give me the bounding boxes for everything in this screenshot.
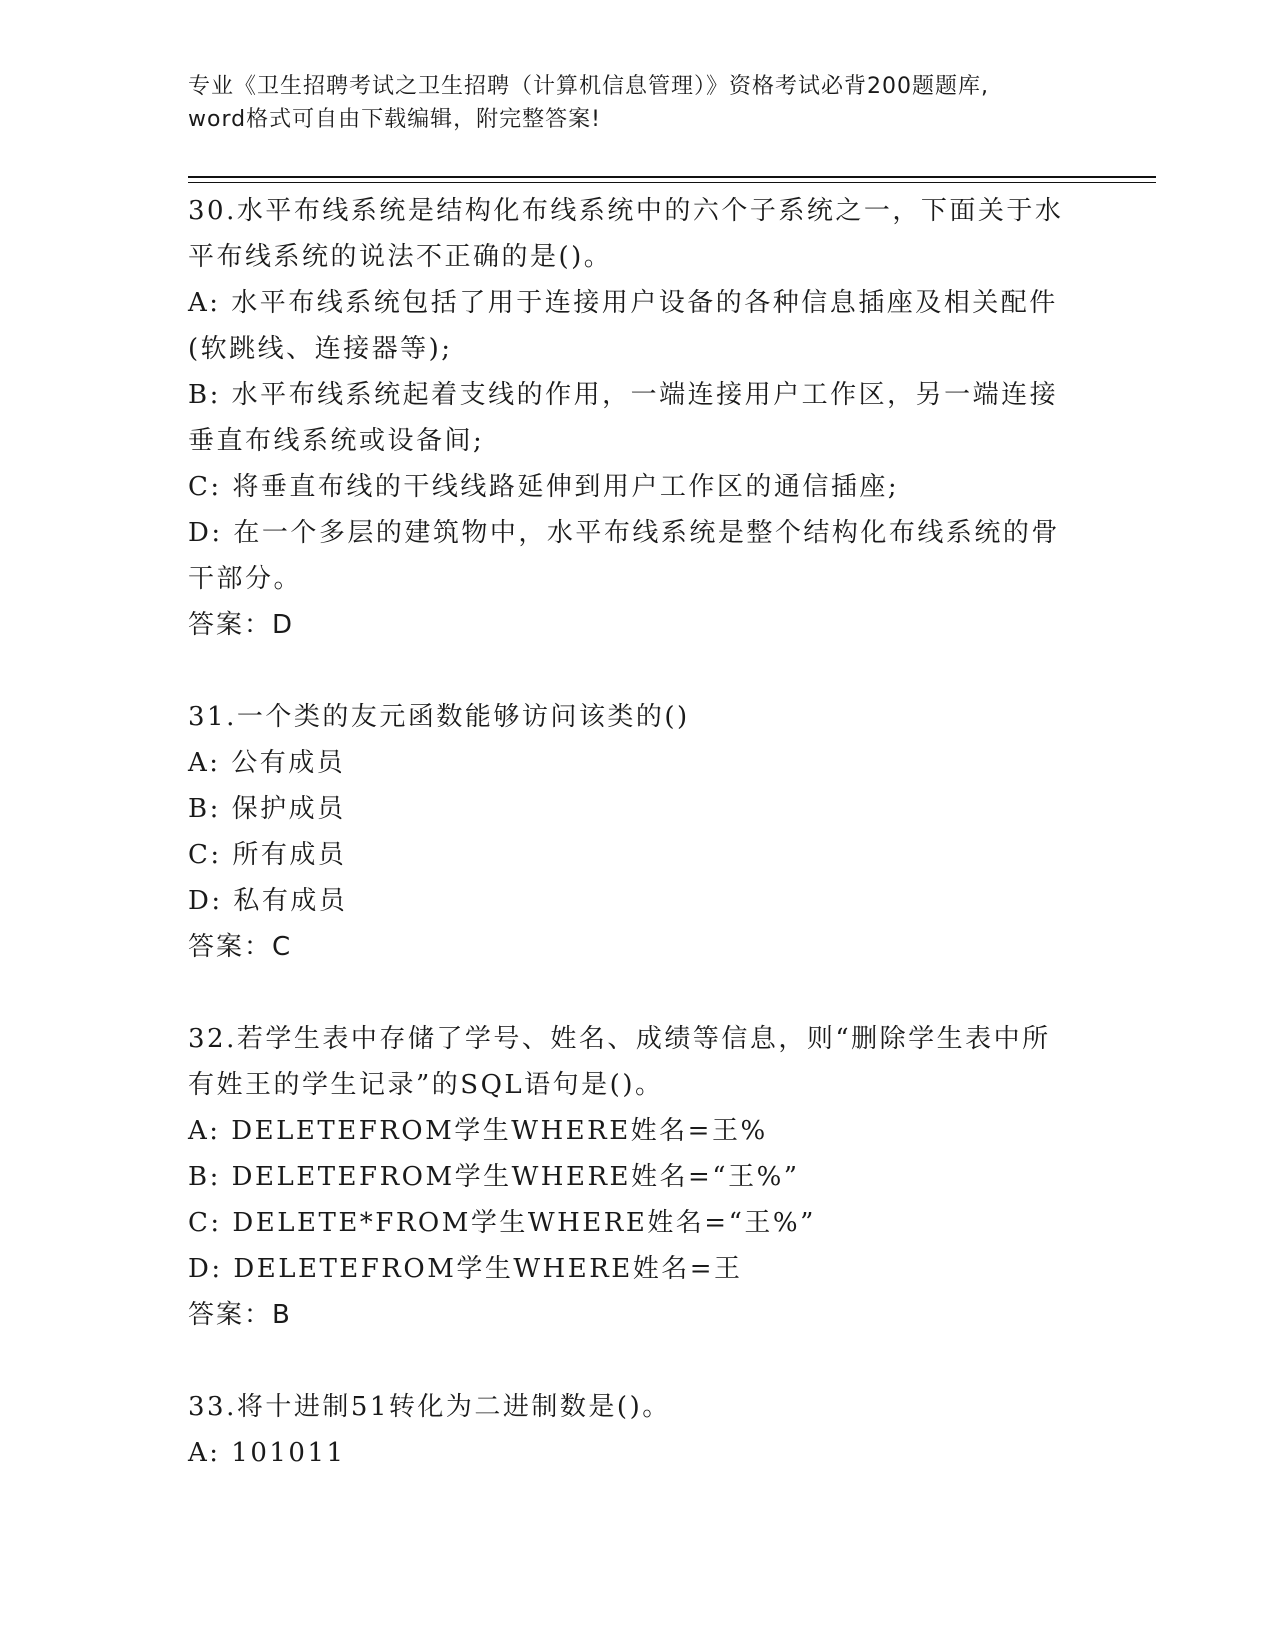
option-c-line: C: DELETE*FROM学生WHERE姓名=“王%” [188,1208,816,1238]
option-c-line: C: 所有成员 [188,840,347,870]
answer-label: 答案：C [188,932,293,962]
question-31 [188,694,1088,970]
answer-label: 答案：B [188,1300,292,1330]
spacer [188,970,1088,1016]
header-divider-thick [188,176,1156,178]
spacer [188,648,1088,694]
question-stem-line: 33.将十进制51转化为二进制数是()。 [188,1392,671,1422]
header-title-line-2: word格式可自由下载编辑，附完整答案! [188,107,601,132]
question-stem-line: 32.若学生表中存储了学号、姓名、成绩等信息，则“删除学生表中所 [188,1024,1051,1054]
question-30 [188,188,1088,648]
question-32 [188,1016,1088,1338]
document-header [188,70,1088,136]
header-title-line-1: 专业《卫生招聘考试之卫生招聘（计算机信息管理）》资格考试必背200题题库, [188,74,989,99]
option-d-line: 干部分。 [188,564,303,594]
option-d-line: D: DELETEFROM学生WHERE姓名=王 [188,1254,743,1284]
question-list [188,188,1088,1476]
question-stem-line: 30.水平布线系统是结构化布线系统中的六个子系统之一，下面关于水 [188,196,1064,226]
question-stem-line: 平布线系统的说法不正确的是()。 [188,242,613,272]
option-b-line: B: DELETEFROM学生WHERE姓名=“王%” [188,1162,800,1192]
option-c-line: C: 将垂直布线的干线线路延伸到用户工作区的通信插座; [188,472,900,502]
option-a-line: (软跳线、连接器等); [188,334,453,364]
option-b-line: B: 水平布线系统起着支线的作用，一端连接用户工作区，另一端连接 [188,380,1059,410]
question-stem-line: 有姓王的学生记录”的SQL语句是()。 [188,1070,664,1100]
question-33 [188,1384,1088,1476]
option-d-line: D: 私有成员 [188,886,348,916]
header-divider-thin [188,182,1156,183]
option-b-line: 垂直布线系统或设备间; [188,426,485,456]
answer-label: 答案：D [188,610,295,640]
question-stem-line: 31.一个类的友元函数能够访问该类的() [188,702,690,732]
option-a-line: A: 水平布线系统包括了用于连接用户设备的各种信息插座及相关配件 [188,288,1058,318]
spacer [188,1338,1088,1384]
option-a-line: A: DELETEFROM学生WHERE姓名=王% [188,1116,768,1146]
option-b-line: B: 保护成员 [188,794,346,824]
option-a-line: A: 公有成员 [188,748,346,778]
option-a-line: A: 101011 [188,1438,346,1468]
option-d-line: D: 在一个多层的建筑物中，水平布线系统是整个结构化布线系统的骨 [188,518,1060,548]
